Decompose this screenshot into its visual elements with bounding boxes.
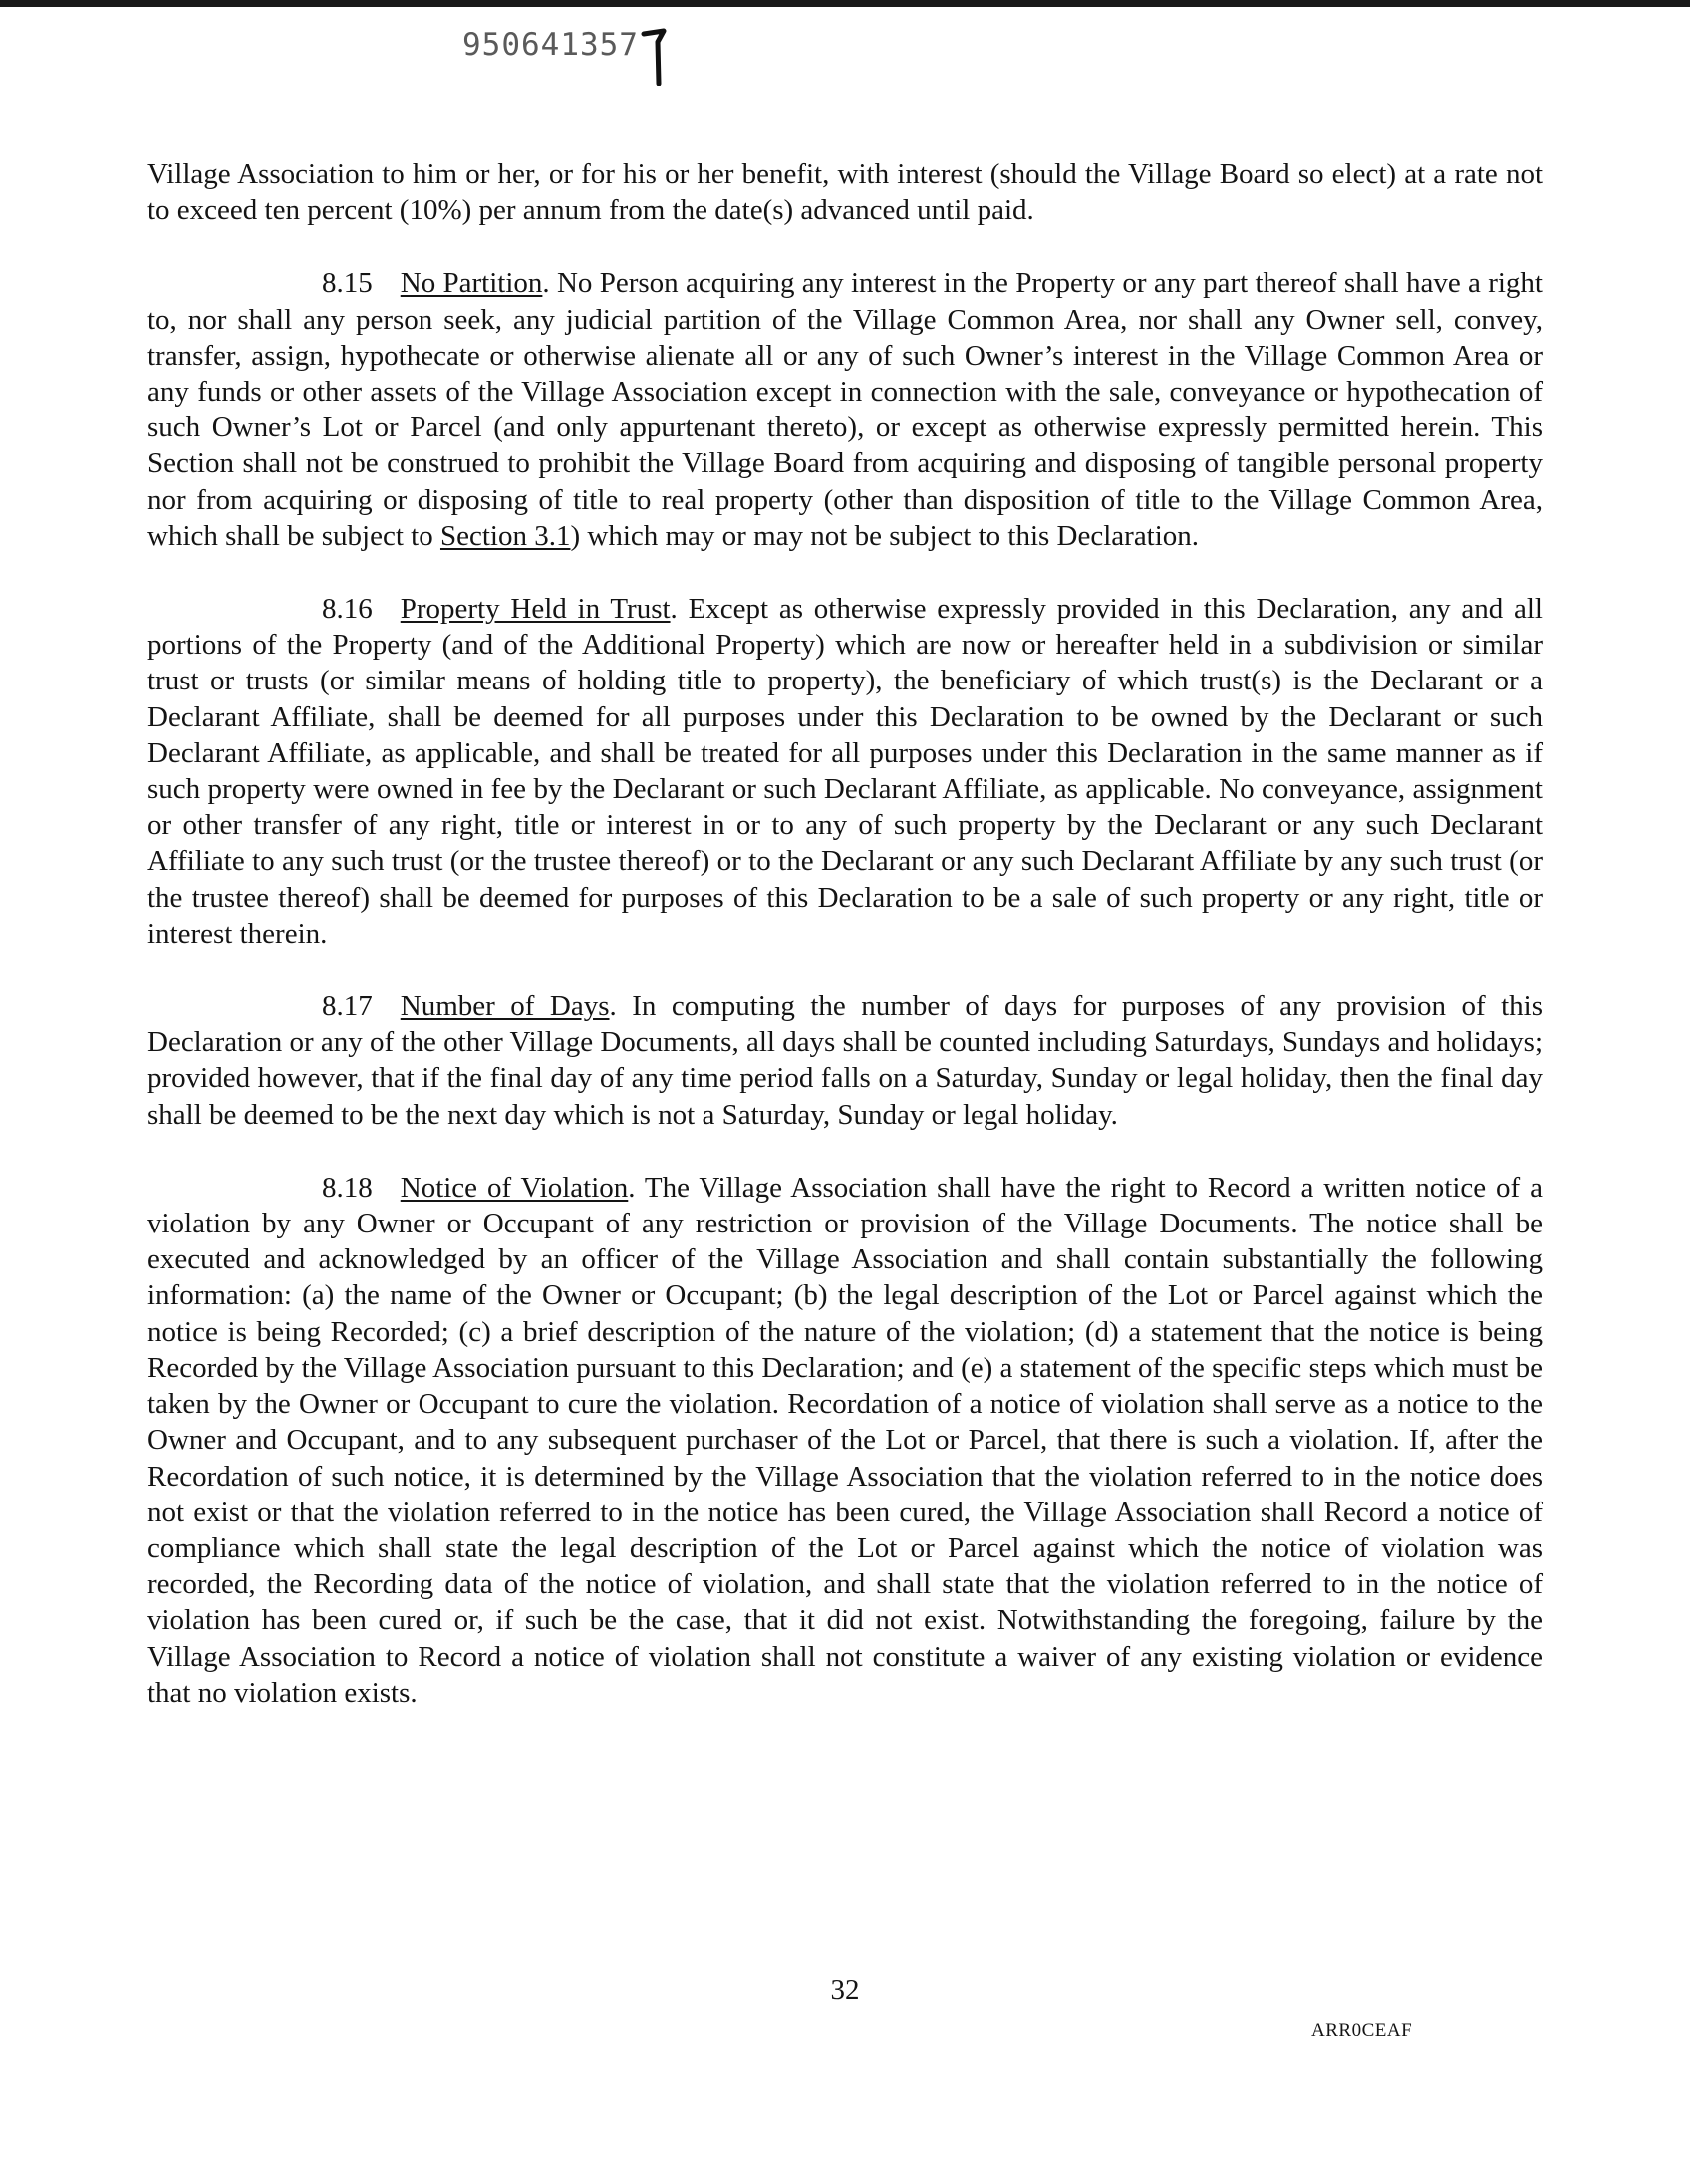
section-body: . No Person acquiring any interest in the Property or any part thereof shall have a right to, nor shall any person seek, any judicial partition of the Village Common Area, nor shall any Owner sell, convey, transfer, assign, hypothecate or otherwise alienate all or any of such Owner’s interest in the Village Common Area or any funds or other assets of the Village Association except in connection with the sale, conveyance or hypothecation of such Owner’s Lot or Parcel (and only appurtenant thereto), or except as otherwise expressly permitted herein. This Section shall not be construed to prohibit the Village Board from acquiring and disposing of tangible personal property nor from acquiring or disposing of title to real property (other than disposition of title to the Village Common Area, which shall be subject to — [147, 267, 1543, 552]
document-stamp-number: 950641357 — [462, 27, 639, 63]
document-stamp — [462, 26, 667, 86]
section-body: . The Village Association shall have the right to Record a written notice of a violation by any Owner or Occupant of any restriction or provision of the Village Documents. The notice shall be executed and acknowledged by an officer of the Village Association and shall contain substantially the following information: (a) the name of the Owner or Occupant; (b) the legal description of the Lot or Parcel against which the notice is being Recorded; (c) a brief description of the nature of the violation; (d) a statement that the notice is being Recorded by the Village Association pursuant to this Declaration; and (e) a statement of the specific steps which must be taken by the Owner or Occupant to cure the violation. Recordation of a notice of violation shall serve as a notice to the Owner and Occupant, and to any subsequent purchaser of the Lot or Parcel, that there is such a violation. If, after the Recordation of such notice, it is determined by the Village Association that the violation referred to in the notice does not exist or that the violation referred to in the notice has been cured, the Village Association shall Record a notice of compliance which shall state the legal description of the Lot or Parcel against which the notice of violation was recorded, the Recording data of the notice of violation, and shall state that the violation referred to in the notice of violation has been cured or, if such be the case, that it did not exist. Notwithstanding the foregoing, failure by the Village Association to Record a notice of violation shall not constitute a waiver of any existing violation or evidence that no violation exists. — [147, 1171, 1543, 1709]
section-8-16 — [147, 591, 1543, 952]
section-8-15 — [147, 265, 1543, 554]
section-heading: Number of Days — [400, 990, 610, 1023]
document-body — [147, 156, 1543, 1711]
section-8-18 — [147, 1170, 1543, 1711]
section-number: 8.15 — [322, 267, 373, 300]
section-number: 8.17 — [322, 990, 373, 1023]
section-number: 8.18 — [322, 1171, 373, 1204]
section-reference: Section 3.1 — [439, 519, 571, 552]
intro-text: Village Association to him or her, or for his or her benefit, with interest (should the Village Board so elect) at a rate not to exceed ten percent (10%) per annum from the date(s) advanced until paid. — [147, 158, 1543, 227]
section-body: . Except as otherwise expressly provided in this Declaration, any and all portions of the Property (and of the Additional Property) which are now or hereafter held in a subdivision or similar trust or trusts (or similar means of holding title to property), the beneficiary of which trust(s) is the Declarant or a Declarant Affiliate, shall be deemed for all purposes under this Declaration to be owned by the Declarant or such Declarant Affiliate, as applicable, and shall be treated for all purposes under this Declaration in the same manner as if such property were owned in fee by the Declarant or such Declarant Affiliate, as applicable. No conveyance, assignment or other transfer of any right, title or interest in or to any of such property by the Declarant or any such Declarant Affiliate to any such trust (or the trustee thereof) or to the Declarant or any such Declarant Affiliate by any such trust (or the trustee thereof) shall be deemed for purposes of this Declaration to be a sale of such property or any right, title or interest therein. — [147, 593, 1543, 950]
intro-paragraph — [147, 156, 1543, 228]
section-body-continued: ) which may or may not be subject to this Declaration. — [570, 519, 1200, 552]
section-body: . In computing the number of days for purposes of any provision of this Declaration or any of the other Village Documents, all days shall be counted including Saturdays, Sundays and holidays; provided however, that if the final day of any time period falls on a Saturday, Sunday or legal holiday, then the final day shall be deemed to be the next day which is not a Saturday, Sunday or legal holiday. — [147, 990, 1543, 1131]
scan-top-border — [0, 0, 1690, 7]
section-number: 8.16 — [322, 593, 373, 626]
section-heading: No Partition — [400, 267, 543, 300]
section-heading: Property Held in Trust — [400, 593, 671, 626]
section-8-17 — [147, 988, 1543, 1133]
page-number: 32 — [830, 1974, 860, 2006]
handwritten-mark-icon — [641, 26, 667, 86]
section-heading: Notice of Violation — [400, 1171, 629, 1204]
document-code: ARR0CEAF — [1311, 2020, 1413, 2041]
